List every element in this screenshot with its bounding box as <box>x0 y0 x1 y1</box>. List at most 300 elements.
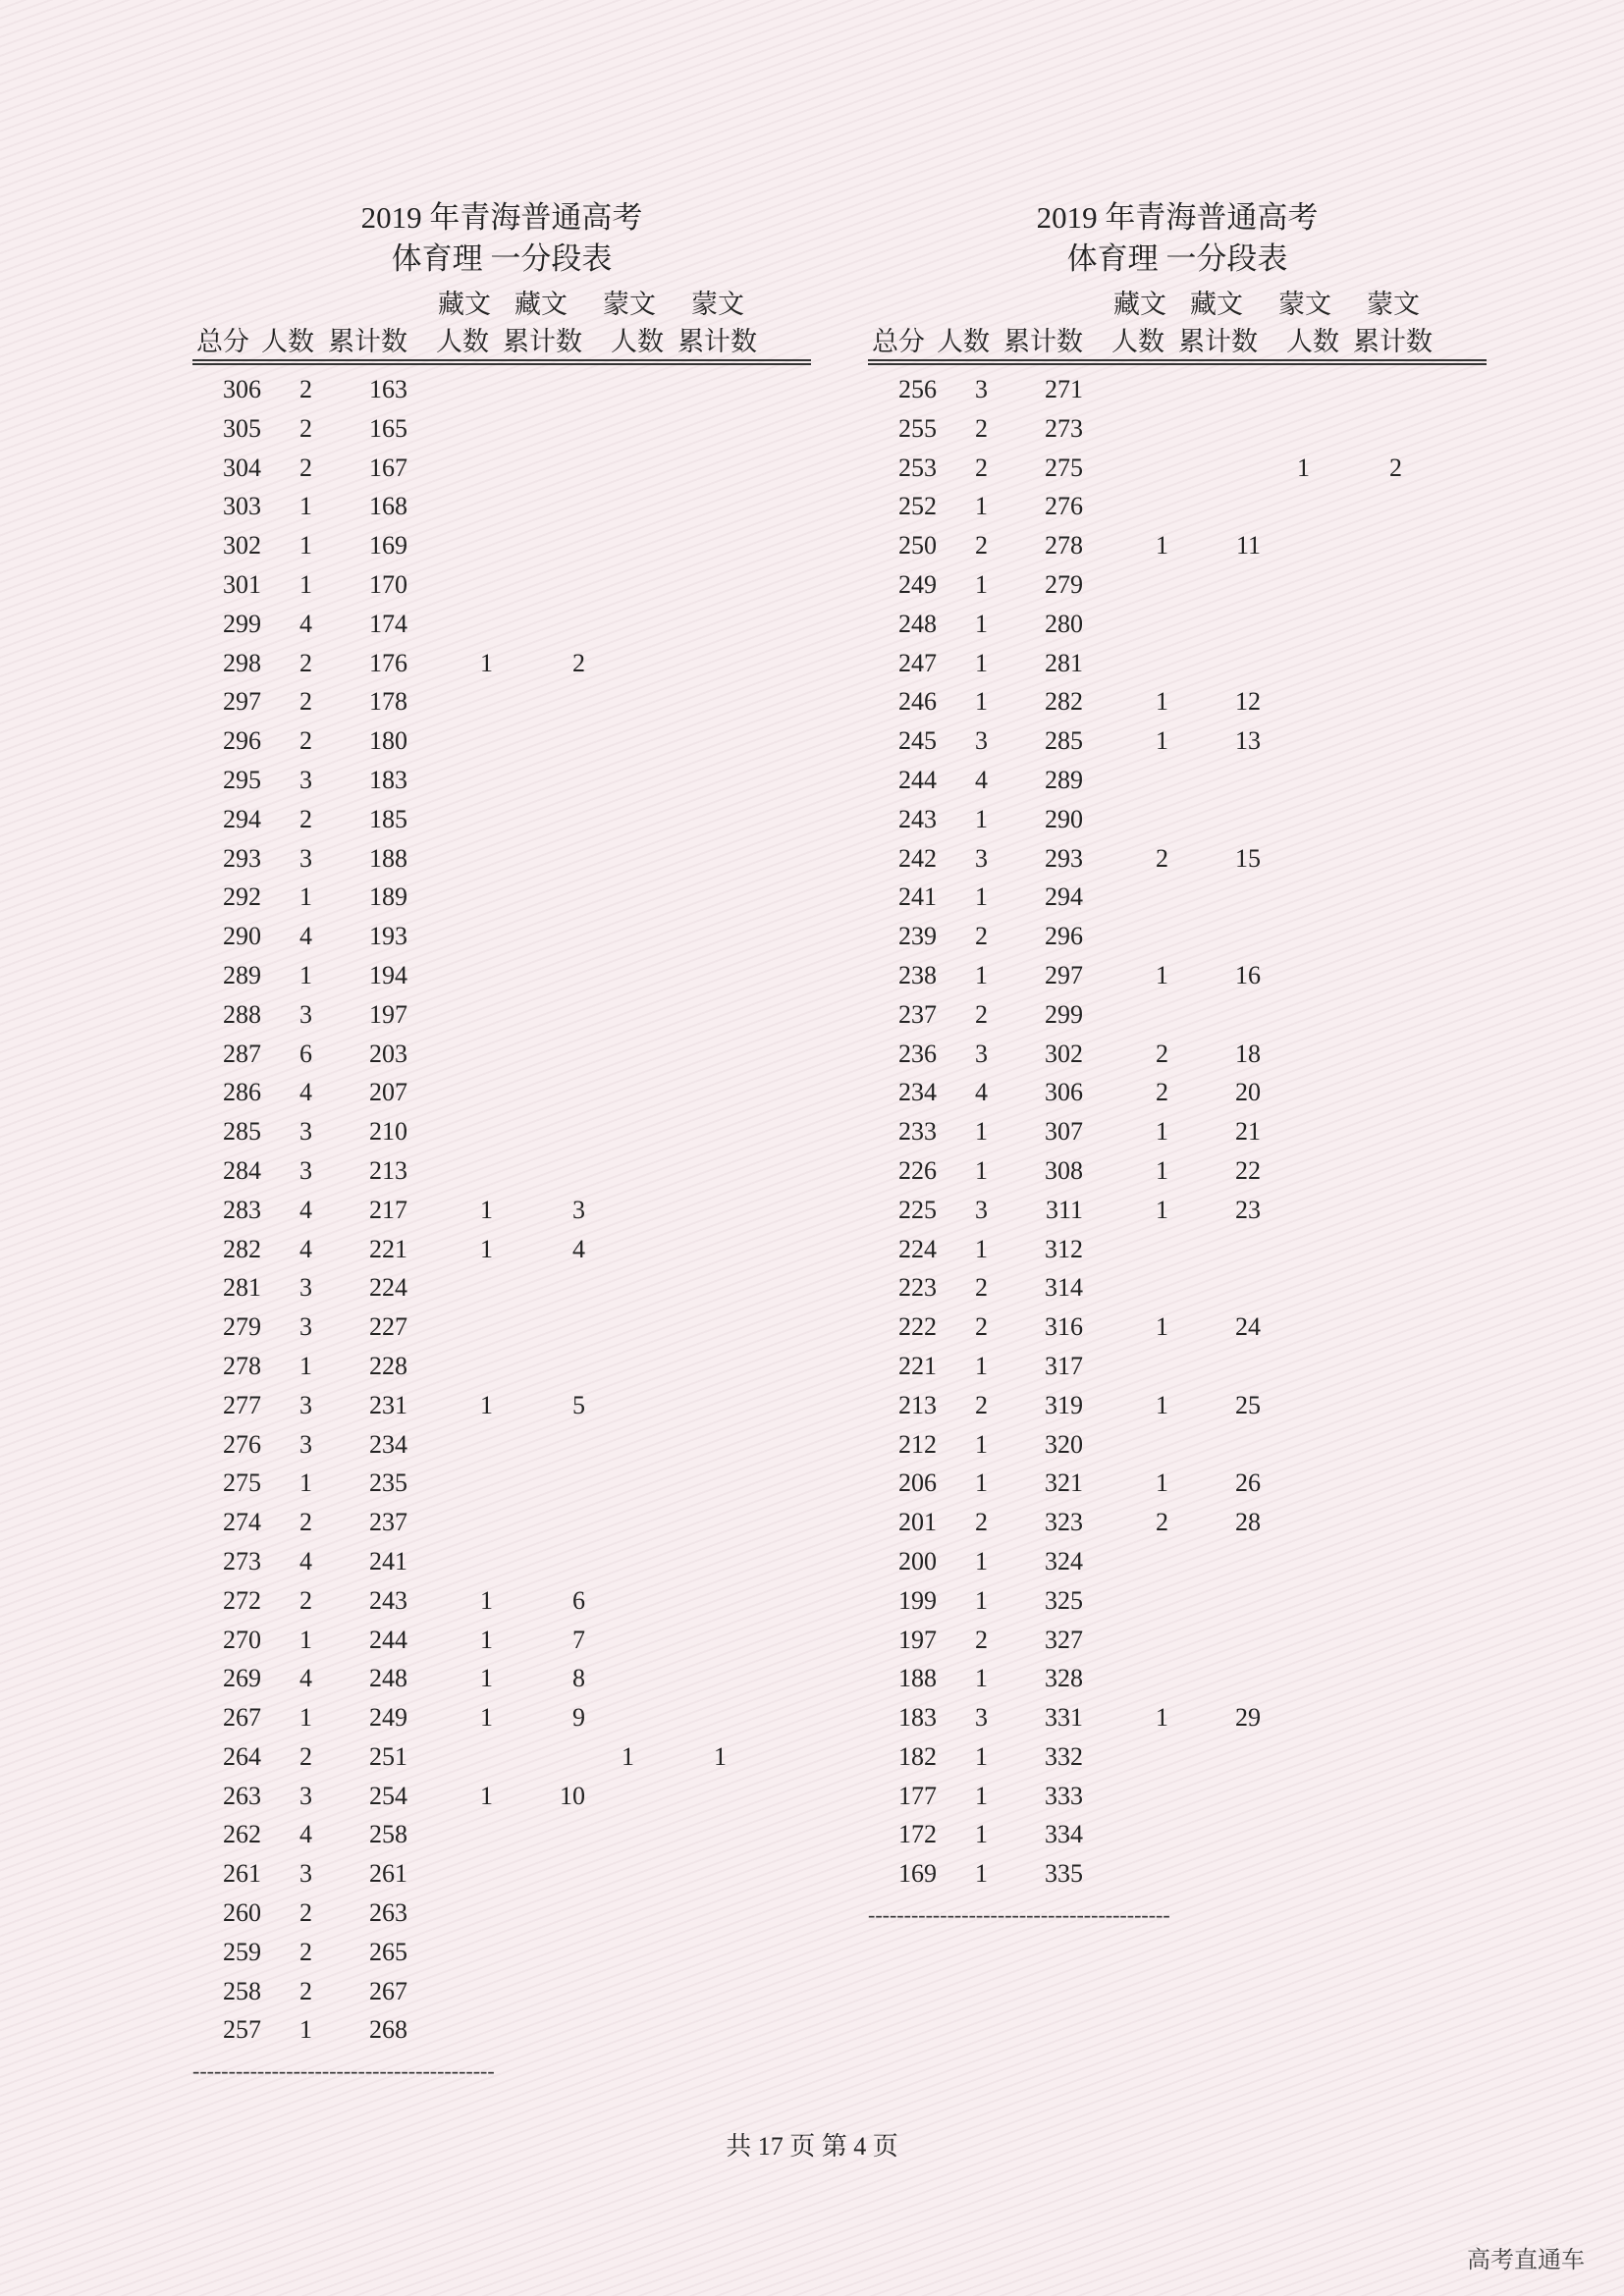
table-cell: 1 <box>975 804 988 833</box>
header-meng-cumulative: 累计数 <box>677 327 757 356</box>
table-cell: 252 <box>898 492 937 521</box>
table-cell: 1 <box>975 1664 988 1693</box>
table-row <box>192 1348 811 1387</box>
table-cell: 169 <box>898 1859 937 1889</box>
table-row <box>868 1582 1487 1622</box>
table-cell: 3 <box>299 1781 312 1810</box>
table-cell: 237 <box>369 1508 407 1537</box>
header-rule <box>868 359 1487 365</box>
table-cell: 2 <box>975 413 988 443</box>
table-cell: 248 <box>369 1664 407 1693</box>
table-header <box>868 281 1487 359</box>
table-cell: 284 <box>223 1155 261 1185</box>
table-cell: 296 <box>223 726 261 756</box>
table-row <box>192 722 811 762</box>
table-cell: 267 <box>369 1976 407 2005</box>
table-row <box>868 1192 1487 1231</box>
table-cell: 224 <box>898 1234 937 1263</box>
table-cell: 203 <box>369 1039 407 1068</box>
table-cell: 275 <box>223 1468 261 1498</box>
table-cell: 4 <box>975 1078 988 1107</box>
table-cell: 199 <box>898 1585 937 1615</box>
header-zang-2: 藏文 <box>514 290 568 319</box>
table-cell: 174 <box>369 609 407 638</box>
table-cell: 185 <box>369 804 407 833</box>
table-cell: 237 <box>898 999 937 1029</box>
table-cell: 290 <box>223 922 261 951</box>
table-row <box>868 645 1487 684</box>
table-cell: 8 <box>572 1664 585 1693</box>
table-cell: 2 <box>299 687 312 717</box>
table-cell: 242 <box>898 843 937 873</box>
table-row <box>192 1778 811 1817</box>
table-cell: 2 <box>975 453 988 482</box>
table-row <box>192 1660 811 1699</box>
table-row <box>868 1699 1487 1738</box>
table-cell: 3 <box>975 1039 988 1068</box>
table-cell: 267 <box>223 1703 261 1733</box>
table-row <box>868 488 1487 527</box>
table-row <box>868 918 1487 957</box>
table-row <box>192 1152 811 1192</box>
table-cell: 298 <box>223 648 261 677</box>
table-row <box>868 527 1487 566</box>
table-cell: 18 <box>1235 1039 1261 1068</box>
table-cell: 2 <box>975 531 988 561</box>
table-cell: 287 <box>223 1039 261 1068</box>
table-row <box>868 1778 1487 1817</box>
table-cell: 1 <box>1156 1312 1168 1342</box>
table-cell: 314 <box>1045 1273 1083 1303</box>
table-cell: 1 <box>975 492 988 521</box>
table-cell: 172 <box>898 1820 937 1849</box>
table-cell: 1 <box>480 1781 493 1810</box>
table-cell: 225 <box>898 1195 937 1224</box>
header-cumulative: 累计数 <box>328 327 407 356</box>
table-cell: 1 <box>1156 1703 1168 1733</box>
table-cell: 281 <box>223 1273 261 1303</box>
table-cell: 286 <box>223 1078 261 1107</box>
table-cell: 307 <box>1045 1117 1083 1147</box>
table-cell: 178 <box>369 687 407 717</box>
table-cell: 1 <box>975 1429 988 1459</box>
table-cell: 1 <box>975 609 988 638</box>
header-meng-1: 蒙文 <box>603 290 656 319</box>
header-meng-2: 蒙文 <box>1367 290 1420 319</box>
table-cell: 29 <box>1235 1703 1261 1733</box>
table-cell: 1 <box>622 1741 634 1771</box>
end-marker: ------------------------------------------ <box>192 2058 495 2084</box>
table-cell: 264 <box>223 1741 261 1771</box>
table-cell: 3 <box>975 375 988 403</box>
table-cell: 285 <box>1045 726 1083 756</box>
table-cell: 7 <box>572 1625 585 1654</box>
table-header <box>192 281 811 359</box>
table-cell: 335 <box>1045 1859 1083 1889</box>
table-cell: 249 <box>369 1703 407 1733</box>
table-cell: 1 <box>1156 726 1168 756</box>
table-cell: 241 <box>898 882 937 912</box>
table-row <box>192 1504 811 1543</box>
table-cell: 1 <box>480 1390 493 1419</box>
table-cell: 246 <box>898 687 937 717</box>
table-row <box>868 1269 1487 1308</box>
table-cell: 308 <box>1045 1155 1083 1185</box>
table-cell: 1 <box>1156 1117 1168 1147</box>
table-cell: 165 <box>369 413 407 443</box>
table-cell: 2 <box>1156 1039 1168 1068</box>
table-cell: 278 <box>223 1351 261 1380</box>
table-row <box>192 683 811 722</box>
table-cell: 11 <box>1235 531 1261 561</box>
table-row <box>192 801 811 840</box>
table-cell: 227 <box>369 1312 407 1342</box>
table-row <box>192 566 811 606</box>
table-row <box>868 410 1487 450</box>
table-cell: 197 <box>898 1625 937 1654</box>
table-cell: 1 <box>975 1468 988 1498</box>
table-cell: 3 <box>299 765 312 794</box>
table-cell: 4 <box>299 1195 312 1224</box>
table-cell: 2 <box>1156 843 1168 873</box>
table-cell: 1 <box>975 960 988 989</box>
table-cell: 289 <box>223 960 261 989</box>
table-row <box>192 1465 811 1504</box>
table-cell: 294 <box>1045 882 1083 912</box>
table-row <box>192 1973 811 2012</box>
table-cell: 20 <box>1235 1078 1261 1107</box>
table-row <box>192 1622 811 1661</box>
table-cell: 4 <box>299 922 312 951</box>
table-cell: 5 <box>572 1390 585 1419</box>
table-cell: 276 <box>1045 492 1083 521</box>
table-cell: 228 <box>369 1351 407 1380</box>
table-cell: 207 <box>369 1078 407 1107</box>
table-row <box>192 371 811 410</box>
table-cell: 324 <box>1045 1546 1083 1575</box>
table-cell: 226 <box>898 1155 937 1185</box>
table-row <box>868 840 1487 880</box>
table-cell: 328 <box>1045 1664 1083 1693</box>
table-cell: 248 <box>898 609 937 638</box>
table-cell: 197 <box>369 999 407 1029</box>
table-row <box>192 762 811 801</box>
table-cell: 241 <box>369 1546 407 1575</box>
table-cell: 290 <box>1045 804 1083 833</box>
table-cell: 213 <box>898 1390 937 1419</box>
table-cell: 206 <box>898 1468 937 1498</box>
table-row <box>192 606 811 645</box>
table-cell: 332 <box>1045 1741 1083 1771</box>
table-cell: 16 <box>1235 960 1261 989</box>
end-marker: ------------------------------------------ <box>868 1902 1170 1928</box>
table-cell: 255 <box>898 413 937 443</box>
table-row <box>868 1465 1487 1504</box>
table-cell: 1 <box>1297 453 1310 482</box>
table-cell: 24 <box>1235 1312 1261 1342</box>
table-cell: 1 <box>299 531 312 561</box>
table-cell: 3 <box>975 726 988 756</box>
table-cell: 1 <box>1156 960 1168 989</box>
table-cell: 292 <box>223 882 261 912</box>
table-cell: 243 <box>369 1585 407 1615</box>
table-row <box>868 996 1487 1036</box>
page-footer: 共 17 页 第 4 页 <box>726 2132 898 2161</box>
table-body <box>868 371 1487 1895</box>
table-cell: 279 <box>1045 569 1083 599</box>
table-cell: 1 <box>299 569 312 599</box>
table-cell: 254 <box>369 1781 407 1810</box>
table-cell: 295 <box>223 765 261 794</box>
table-cell: 249 <box>898 569 937 599</box>
header-zang-1: 藏文 <box>438 290 491 319</box>
table-cell: 212 <box>898 1429 937 1459</box>
table-cell: 282 <box>223 1234 261 1263</box>
table-cell: 1 <box>975 569 988 599</box>
table-cell: 1 <box>975 882 988 912</box>
table-cell: 183 <box>898 1703 937 1733</box>
table-cell: 299 <box>1045 999 1083 1029</box>
table-row <box>868 1504 1487 1543</box>
table-row <box>192 1855 811 1895</box>
table-cell: 258 <box>223 1976 261 2005</box>
table-body <box>192 371 811 2051</box>
table-cell: 293 <box>223 843 261 873</box>
table-cell: 1 <box>299 492 312 521</box>
table-cell: 163 <box>369 375 407 403</box>
table-row <box>192 1738 811 1778</box>
table-cell: 306 <box>1045 1078 1083 1107</box>
table-row <box>192 1699 811 1738</box>
table-cell: 288 <box>223 999 261 1029</box>
table-row <box>192 410 811 450</box>
table-row <box>192 1113 811 1152</box>
table-cell: 3 <box>572 1195 585 1224</box>
table-cell: 4 <box>299 1546 312 1575</box>
table-cell: 2 <box>299 726 312 756</box>
header-total-score: 总分 <box>196 327 249 356</box>
table-row <box>868 1074 1487 1113</box>
table-cell: 283 <box>223 1195 261 1224</box>
table-row <box>192 1308 811 1348</box>
table-cell: 2 <box>299 1585 312 1615</box>
table-cell: 302 <box>1045 1039 1083 1068</box>
table-cell: 2 <box>1156 1508 1168 1537</box>
table-cell: 306 <box>223 375 261 403</box>
table-cell: 1 <box>975 1820 988 1849</box>
table-row <box>868 801 1487 840</box>
table-row <box>192 1192 811 1231</box>
table-cell: 201 <box>898 1508 937 1537</box>
table-row <box>868 1816 1487 1855</box>
table-cell: 281 <box>1045 648 1083 677</box>
table-cell: 2 <box>299 1898 312 1928</box>
table-cell: 272 <box>223 1585 261 1615</box>
table-cell: 263 <box>223 1781 261 1810</box>
table-cell: 1 <box>975 1585 988 1615</box>
table-cell: 10 <box>560 1781 585 1810</box>
table-cell: 1 <box>1156 687 1168 717</box>
table-row <box>868 1622 1487 1661</box>
table-cell: 334 <box>1045 1820 1083 1849</box>
table-cell: 4 <box>299 1078 312 1107</box>
table-cell: 4 <box>299 609 312 638</box>
right-table <box>868 196 1487 1928</box>
table-cell: 176 <box>369 648 407 677</box>
table-subtitle: 体育理 一分段表 <box>1066 241 1288 276</box>
table-cell: 222 <box>898 1312 937 1342</box>
table-cell: 243 <box>898 804 937 833</box>
table-cell: 4 <box>299 1820 312 1849</box>
table-cell: 294 <box>223 804 261 833</box>
table-cell: 1 <box>1156 531 1168 561</box>
table-cell: 3 <box>299 1117 312 1147</box>
table-cell: 3 <box>975 1195 988 1224</box>
table-cell: 1 <box>1156 1195 1168 1224</box>
table-cell: 250 <box>898 531 937 561</box>
table-cell: 26 <box>1235 1468 1261 1498</box>
table-row <box>868 566 1487 606</box>
table-cell: 2 <box>299 1976 312 2005</box>
table-cell: 273 <box>1045 413 1083 443</box>
table-row <box>192 1269 811 1308</box>
table-cell: 1 <box>975 1859 988 1889</box>
table-cell: 260 <box>223 1898 261 1928</box>
table-cell: 277 <box>223 1390 261 1419</box>
table-cell: 221 <box>369 1234 407 1263</box>
table-cell: 268 <box>369 2015 407 2045</box>
table-cell: 327 <box>1045 1625 1083 1654</box>
table-cell: 323 <box>1045 1508 1083 1537</box>
table-cell: 170 <box>369 569 407 599</box>
table-row <box>868 683 1487 722</box>
table-cell: 4 <box>299 1234 312 1263</box>
header-meng-2: 蒙文 <box>691 290 744 319</box>
table-title: 2019 年青海普通高考 <box>360 200 643 235</box>
table-row <box>192 1426 811 1466</box>
table-cell: 2 <box>299 1741 312 1771</box>
table-cell: 244 <box>369 1625 407 1654</box>
table-cell: 21 <box>1235 1117 1261 1147</box>
table-cell: 316 <box>1045 1312 1083 1342</box>
table-cell: 1 <box>1156 1390 1168 1419</box>
table-cell: 2 <box>975 1312 988 1342</box>
table-cell: 256 <box>898 375 937 403</box>
table-cell: 1 <box>480 1195 493 1224</box>
table-cell: 194 <box>369 960 407 989</box>
table-row <box>192 645 811 684</box>
table-cell: 239 <box>898 922 937 951</box>
table-cell: 247 <box>898 648 937 677</box>
table-cell: 167 <box>369 453 407 482</box>
table-row <box>192 1543 811 1582</box>
table-cell: 2 <box>975 1273 988 1303</box>
table-row <box>192 2011 811 2051</box>
table-cell: 2 <box>299 375 312 403</box>
table-row <box>868 1231 1487 1270</box>
header-count: 人数 <box>937 327 990 356</box>
table-cell: 263 <box>369 1898 407 1928</box>
table-cell: 1 <box>299 1703 312 1733</box>
table-cell: 200 <box>898 1546 937 1575</box>
table-cell: 12 <box>1235 687 1261 717</box>
table-row <box>192 957 811 996</box>
table-cell: 234 <box>369 1429 407 1459</box>
table-cell: 311 <box>1045 1195 1083 1224</box>
table-cell: 4 <box>572 1234 585 1263</box>
table-cell: 299 <box>223 609 261 638</box>
table-cell: 258 <box>369 1820 407 1849</box>
table-cell: 1 <box>975 1781 988 1810</box>
table-cell: 1 <box>299 960 312 989</box>
table-cell: 236 <box>898 1039 937 1068</box>
table-row <box>868 722 1487 762</box>
table-cell: 1 <box>480 1625 493 1654</box>
table-cell: 302 <box>223 531 261 561</box>
table-cell: 1 <box>480 648 493 677</box>
table-cell: 1 <box>1156 1155 1168 1185</box>
table-row <box>192 1934 811 1973</box>
table-row <box>192 1036 811 1075</box>
table-cell: 1 <box>975 1234 988 1263</box>
table-row <box>192 1816 811 1855</box>
table-cell: 274 <box>223 1508 261 1537</box>
table-cell: 1 <box>480 1664 493 1693</box>
table-row <box>868 1387 1487 1426</box>
table-cell: 280 <box>1045 609 1083 638</box>
table-cell: 270 <box>223 1625 261 1654</box>
table-cell: 1 <box>299 1625 312 1654</box>
table-cell: 168 <box>369 492 407 521</box>
table-cell: 276 <box>223 1429 261 1459</box>
table-cell: 235 <box>369 1468 407 1498</box>
table-cell: 224 <box>369 1273 407 1303</box>
table-cell: 3 <box>299 1429 312 1459</box>
table-cell: 296 <box>1045 922 1083 951</box>
table-cell: 269 <box>223 1664 261 1693</box>
table-row <box>868 1543 1487 1582</box>
table-cell: 3 <box>975 843 988 873</box>
table-cell: 257 <box>223 2015 261 2045</box>
table-row <box>868 957 1487 996</box>
table-cell: 6 <box>572 1585 585 1615</box>
table-row <box>192 1582 811 1622</box>
table-row <box>868 450 1487 489</box>
table-cell: 244 <box>898 765 937 794</box>
table-cell: 223 <box>898 1273 937 1303</box>
table-cell: 213 <box>369 1155 407 1185</box>
watermark-text: 高考直通车 <box>1467 2246 1585 2273</box>
table-cell: 1 <box>299 2015 312 2045</box>
table-cell: 1 <box>975 1741 988 1771</box>
table-cell: 312 <box>1045 1234 1083 1263</box>
table-cell: 2 <box>1156 1078 1168 1107</box>
table-row <box>868 1113 1487 1152</box>
table-row <box>868 1308 1487 1348</box>
table-cell: 210 <box>369 1117 407 1147</box>
table-cell: 1 <box>975 648 988 677</box>
table-cell: 271 <box>1045 375 1083 403</box>
table-cell: 253 <box>898 453 937 482</box>
table-row <box>868 762 1487 801</box>
table-cell: 25 <box>1235 1390 1261 1419</box>
table-cell: 169 <box>369 531 407 561</box>
table-subtitle: 体育理 一分段表 <box>391 241 613 276</box>
table-cell: 238 <box>898 960 937 989</box>
table-row <box>192 1074 811 1113</box>
table-cell: 22 <box>1235 1155 1261 1185</box>
table-row <box>192 527 811 566</box>
